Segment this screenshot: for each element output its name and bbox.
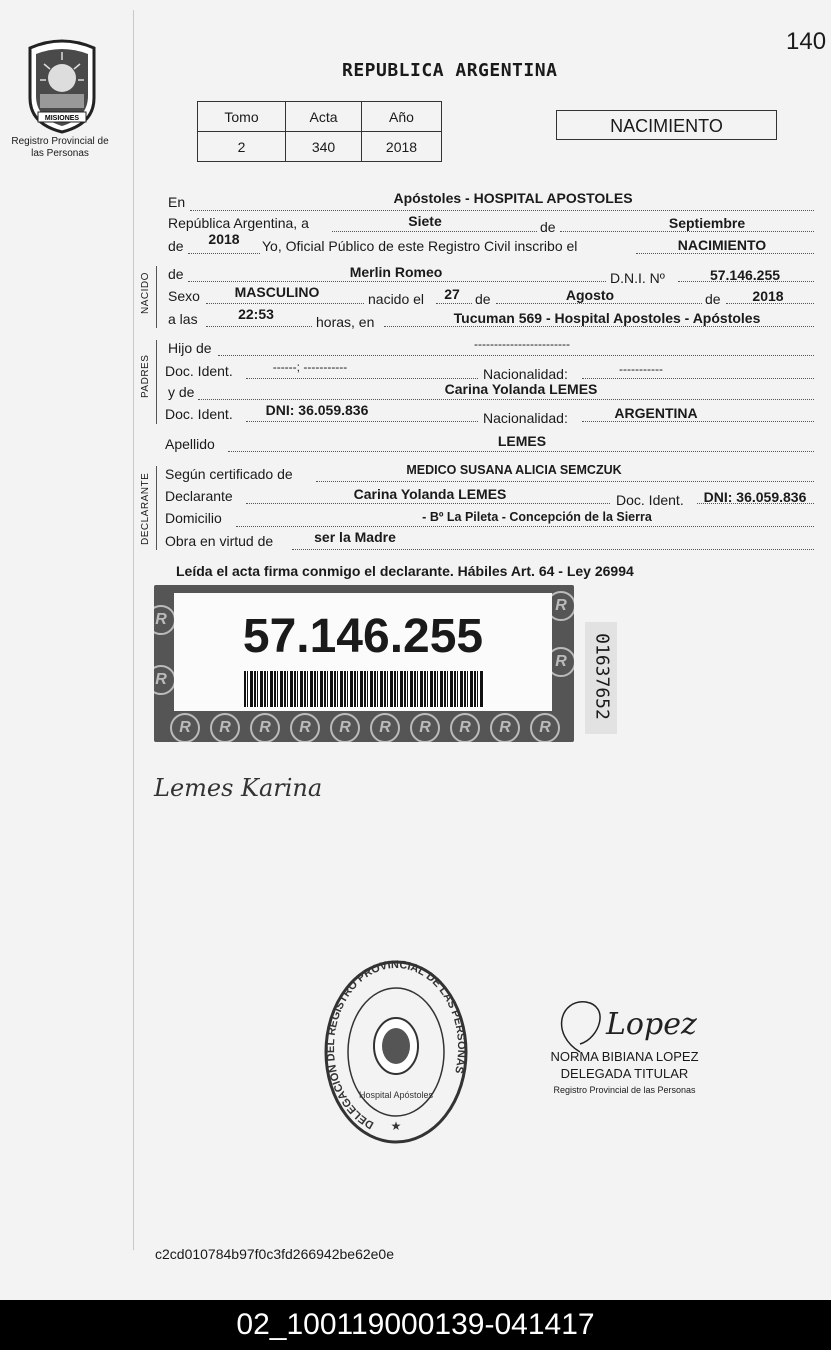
label-y-de: y de [168,384,195,400]
r-watermark-icon: R [290,713,320,742]
tomo-header: Tomo [198,102,286,132]
birth-time-value: 22:53 [238,306,274,322]
label-republica: República Argentina, a [168,215,309,231]
r-watermark-icon: R [210,713,240,742]
label-en: En [168,194,186,210]
line-day [332,231,537,232]
official-block [537,1048,712,1099]
father-nationality-value: ----------- [619,362,663,376]
declarant-signature-text: Lemes Karina [154,774,323,802]
month-text-value: Septiembre [668,215,746,231]
record-ids-value-row [198,132,442,162]
child-name-value: Merlin Romeo [349,264,443,280]
mother-nationality-value: ARGENTINA [614,405,698,421]
side-label-declarante: DECLARANTE [140,472,151,545]
country-title: REPUBLICA ARGENTINA [342,60,558,81]
line-father-doc [246,378,478,379]
sex-value: MASCULINO [234,284,320,300]
official-org: Registro Provincial de las Personas [553,1085,696,1095]
line-mother-doc [246,421,478,422]
label-de-name: de [168,266,184,282]
r-watermark-icon: R [250,713,280,742]
year-text-value: 2018 [208,231,240,247]
r-watermark-icon: R [154,605,176,635]
birth-place-value: Tucuman 569 - Hospital Apostoles - Apóstoles [453,310,761,326]
father-name-value: ------------------------ [474,337,570,351]
address-value: - Bº La Pileta - Concepción de la Sierra [422,510,652,524]
anio-value: 2018 [362,132,442,162]
r-watermark-icon: R [546,591,574,621]
record-type-box: NACIMIENTO [556,110,777,140]
line-act-type [636,253,814,254]
line-father-name [218,355,814,356]
certificate-by-value: MEDICO SUSANA ALICIA SEMCZUK [406,463,622,477]
document-hash: c2cd010784b97f0c3fd266942be62e0e [155,1246,395,1262]
father-doc-value: ------; ----------- [272,360,348,374]
birth-day-value: 27 [444,286,460,302]
label-mother-nationality: Nacionalidad: [483,410,568,426]
declarant-signature [150,762,360,812]
place-value: Apóstoles - HOSPITAL APOSTOLES [393,190,633,206]
line-father-nationality [582,378,814,379]
side-line-declarante [156,466,157,550]
surname-value: LEMES [497,433,547,449]
birth-year-value: 2018 [752,288,784,304]
label-dni: D.N.I. Nº [610,270,665,286]
r-watermark-icon: R [370,713,400,742]
r-watermark-icon: R [170,713,200,742]
label-mother-doc: Doc. Ident. [165,406,233,422]
registry-name: Registro Provincial de las Personas [11,136,109,159]
line-birth-month [496,303,702,304]
label-father-nationality: Nacionalidad: [483,366,568,382]
line-birth-place [384,326,814,327]
seal-text: DELEGACION DEL REGISTRO PROVINCIAL DE LAS PERSONAS [325,958,468,1131]
official-role: DELEGADA TITULAR [560,1066,689,1081]
barcode-icon [244,671,484,707]
line-surname [228,451,814,452]
declarant-value: Carina Yolanda LEMES [353,486,507,502]
line-en [190,210,814,211]
label-hijo-de: Hijo de [168,340,212,356]
side-label-padres: PADRES [140,354,151,398]
official-signature-text: Lopez [606,1007,697,1042]
label-de-birth-month: de [475,291,491,307]
official-name: NORMA BIBIANA LOPEZ [550,1049,699,1064]
acta-header: Acta [286,102,362,132]
side-label-nacido: NACIDO [140,272,151,314]
serial-number: 01637652 [591,633,613,720]
line-year [188,253,260,254]
seal-bottom-text: Hospital Apóstoles [358,1090,434,1100]
label-apellido: Apellido [165,436,215,452]
label-declarante: Declarante [165,488,233,504]
r-watermark-icon: R [330,713,360,742]
record-ids-header-row [198,102,442,132]
r-watermark-icon: R [546,647,574,677]
tomo-value: 2 [198,132,286,162]
misiones-coat-of-arms-logo [22,38,102,134]
r-watermark-icon: R [530,713,560,742]
registry-seal [322,958,470,1146]
r-watermark-icon: R [410,713,440,742]
mother-name-value: Carina Yolanda LEMES [444,381,598,397]
child-dni-value: 57.146.255 [709,267,781,283]
line-birth-time [206,326,312,327]
official-signature [540,994,730,1054]
label-de-year: de [168,238,184,254]
label-declarant-doc: Doc. Ident. [616,492,684,508]
serial-tag [585,622,617,734]
label-de-month: de [540,219,556,235]
line-sex [206,303,364,304]
record-ids-table [197,101,442,162]
r-watermark-icon: R [154,665,176,695]
label-yo-oficial: Yo, Oficial Público de este Registro Civil inscribo el [262,238,578,254]
label-sexo: Sexo [168,288,200,304]
acta-value: 340 [286,132,362,162]
r-watermark-icon: R [450,713,480,742]
line-month [560,231,814,232]
declarant-doc-value: DNI: 36.059.836 [703,489,807,505]
logo-text: MISIONES [44,115,80,122]
id-number-sticker [154,585,574,742]
day-text-value: Siete [408,213,442,229]
label-segun: Según certificado de [165,466,293,482]
r-watermark-icon: R [490,713,520,742]
anio-header: Año [362,102,442,132]
line-birth-day [436,303,472,304]
act-type-value: NACIMIENTO [677,237,767,253]
label-father-doc: Doc. Ident. [165,363,233,379]
seal-star-icon: ★ [390,1119,402,1133]
footer-id-bar: 02_100119000139-041417 [0,1300,831,1350]
label-obra: Obra en virtud de [165,533,274,549]
label-domicilio: Domicilio [165,510,222,526]
line-mother-nationality [582,421,814,422]
sticker-label [174,593,552,711]
line-mother-name [198,399,814,400]
label-nacido-el: nacido el [368,291,425,307]
margin-line [133,10,134,1250]
line-by-virtue [292,549,814,550]
line-address [236,526,814,527]
side-line-padres [156,340,157,424]
closing-note: Leída el acta firma conmigo el declarante. Hábiles Art. 64 - Ley 26994 [176,563,634,579]
label-a-las: a las [168,311,198,327]
sticker-number: 57.146.255 [242,610,484,663]
page-number: 140 [786,28,827,55]
side-line-nacido [156,266,157,328]
line-certificate [316,481,814,482]
label-de-birth-year: de [705,291,721,307]
birth-month-value: Agosto [565,287,615,303]
line-declarant [246,503,610,504]
mother-doc-value: DNI: 36.059.836 [265,402,369,418]
line-child-name [188,281,606,282]
by-virtue-value: ser la Madre [314,529,396,545]
label-horas-en: horas, en [316,314,375,330]
